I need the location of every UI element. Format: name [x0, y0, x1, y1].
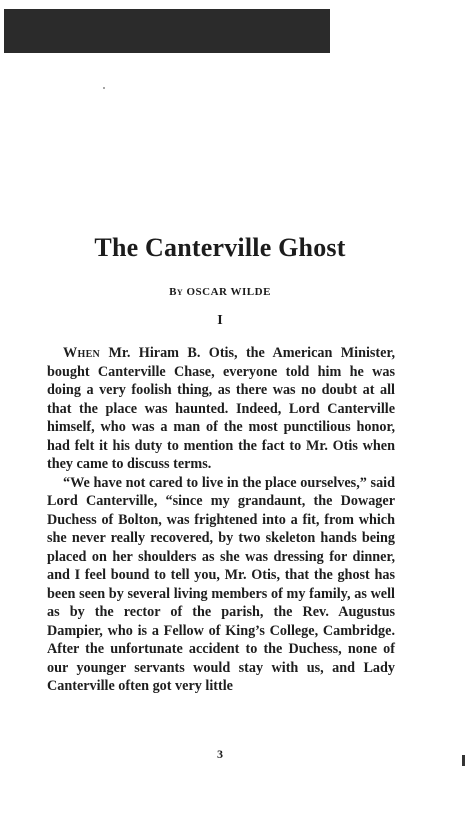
paragraph-2 [47, 474, 395, 696]
paragraph-1 [47, 344, 395, 474]
scan-speck [103, 87, 105, 89]
body-text [47, 344, 395, 696]
chapter-number: I [217, 313, 223, 328]
paragraph-2-text: “We have not cared to live in the place ourselves,” said Lord Canterville, “since my grandaunt, the Dowager Duchess of Bolton, was frightened into a fit, from which she never really recovered, by two skeleton hands being placed on her shoulders as she was dressing for dinner, and I feel bound to tell you, Mr. Otis, that the ghost has been seen by several living members of my family, as well as by the rector of the parish, the Rev. Augustus Dampier, who is a Fellow of King’s College, Cambridge. After the unfortunate accident to the Duchess, none of our younger servants would stay with us, and Lady Canterville often got very little [47, 474, 395, 694]
black-redaction-bar [4, 9, 330, 53]
paragraph-1-text: Mr. Hiram B. Otis, the American Minister, bought Canterville Chase, everyone told him he was doing a very foolish thing, as there was no doubt at all that the place was haunted. Indeed, Lord Canterville himself, who was a man of the most punctilious honor, had felt it his duty to mention the fact to Mr. Otis when they came to discuss terms. [47, 345, 395, 472]
byline-prefix: By [169, 286, 184, 298]
story-title: The Canterville Ghost [94, 233, 346, 262]
byline [0, 286, 440, 298]
page-number: 3 [217, 747, 223, 761]
scan-edge-mark [462, 755, 465, 766]
author-name: OSCAR WILDE [186, 286, 271, 298]
lead-word: When [63, 345, 101, 361]
